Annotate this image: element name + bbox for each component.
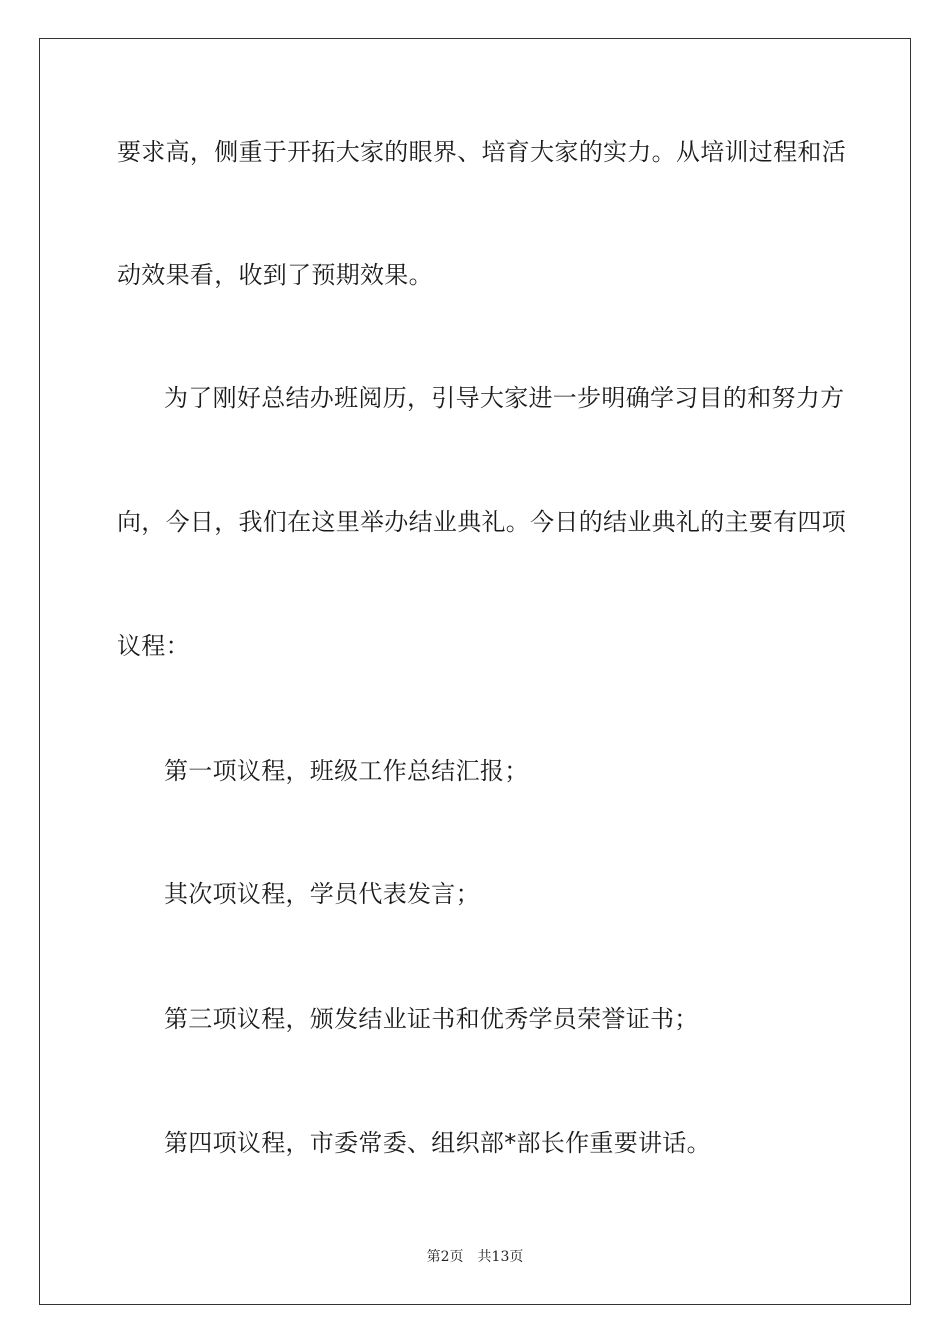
page-number: 第2页 <box>426 1249 464 1265</box>
paragraph-line: 动效果看，收到了预期效果。 <box>117 261 433 289</box>
page-footer <box>0 1248 950 1266</box>
page-frame <box>39 38 911 1305</box>
agenda-item-1: 第一项议程，班级工作总结汇报； <box>164 757 529 785</box>
agenda-item-2: 其次项议程，学员代表发言； <box>164 880 480 908</box>
page-total: 共13页 <box>477 1249 524 1265</box>
paragraph-line: 议程： <box>117 632 190 660</box>
agenda-item-3: 第三项议程，颁发结业证书和优秀学员荣誉证书； <box>164 1005 699 1033</box>
paragraph-line: 要求高，侧重于开拓大家的眼界、培育大家的实力。从培训过程和活 <box>117 138 846 166</box>
paragraph-line: 为了刚好总结办班阅历，引导大家进一步明确学习目的和努力方 <box>164 384 845 412</box>
paragraph-line: 向，今日，我们在这里举办结业典礼。今日的结业典礼的主要有四项 <box>117 508 846 536</box>
agenda-item-4: 第四项议程，市委常委、组织部*部长作重要讲话。 <box>164 1129 711 1157</box>
